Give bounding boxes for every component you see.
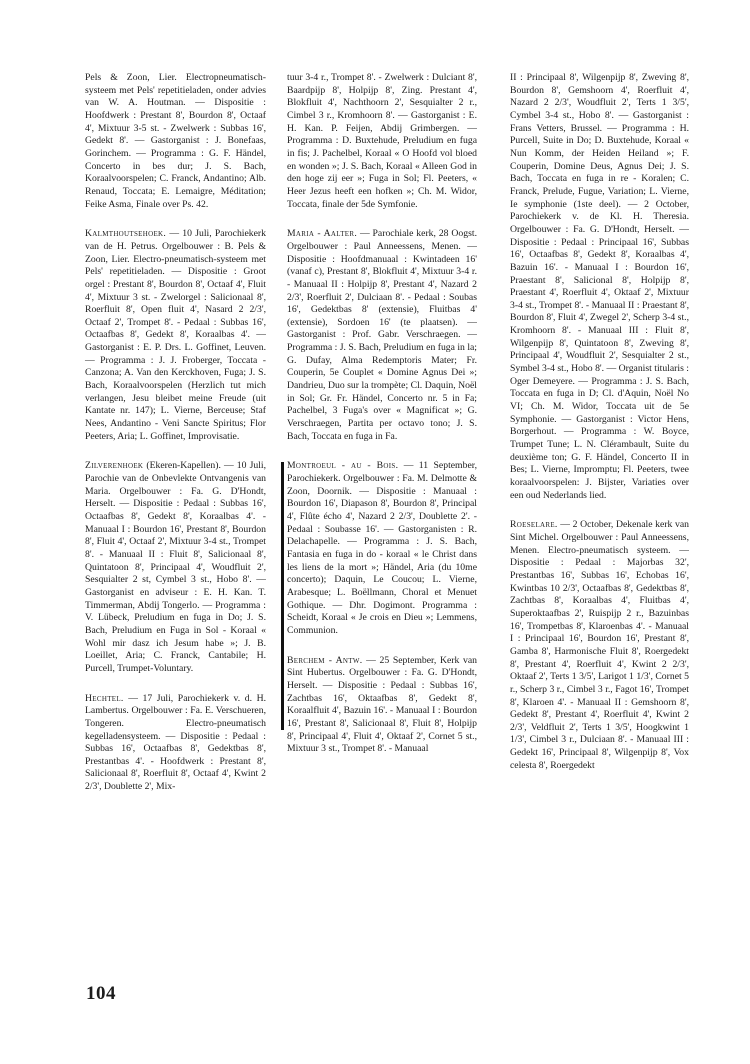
entry-body: (Ekeren-Kapellen). — 10 Juli, Parochie van de Onbevlekte Ontvangenis van Maria. Orgelbouwer : Fa. G. D'Hondt, Herselt. — Dispositie : Pedaal : Subbas 16', Octaafbas 8', Gedekt 8', Koraalbas 4'. - Manuaal I : Bourdon 16', Prestant 8', Bourdon 8', Fluit 4', Octaaf 2', Mixtuur 3-4 st., Trompet 8'. - Manuaal II : Fluit 8', Salicionaal 8', Quintatoon 8', Principaal 4', Woudfluit 2', Sesquialter 2 st, Cymbel 3 st., Hobo 8'. — Gastorganist en adviseur : E. H. Kan. T. Timmerman, Abdij Tongerlo. — Programma : V. Lübeck, Preludium en fuga in Do; J. S. Bach, Preludium en Fuga in Sol - Koraal « Wohl mir dasz ich Jesum habe »; J. B. Loeillet, Aria; C. Franck, Cantabile; H. Purcell, Trumpet-Voluntary. <box>85 460 266 674</box>
entry-body: tuur 3-4 r., Trompet 8'. - Zwelwerk : Dulciant 8', Baardpijp 8', Holpijp 8', Zing. Prestant 4', Blokfluit 4', Nachthoorn 2', Sesquialter 2 r., Cimbel 3 r., Kromhoorn 8'. — Gastorganist : E. H. Kan. P. Feijen, Abdij Grimbergen. — Programma : D. Buxtehude, Preludium en fuga in fis; J. Pachelbel, Koraal « O Hoofd vol bloed en wonden »; J. S. Bach, Koraal « Alleen God in den hoge zij eer »; Fuga in Sol; Fl. Peeters, « Heer Jezus heeft een hofken »; Ch. M. Widor, Toccata, finale der 5de Symfonie. <box>287 72 477 210</box>
entry-body: — 11 September, Parochiekerk. Orgelbouwer : Fa. M. Delmotte & Zoon, Doornik. — Dispositie : Manuaal : Bourdon 16', Diapason 8', Bourdon 8', Principal 4', Flûte écho 4', Nazard 2 2/3', Doublette 2'. - Pedaal : Soubasse 16'. — Gastorganisten : R. Delachapelle. — Programma : J. S. Bach, Fantasia en fuga in do - koraal « le Christ dans les liens de la mort »; Händel, Aria (du 10me concerto); Daquin, Le Coucou; L. Vierne, Arabesque; L. Boëllmann, Choral et Menuet Gothique. — Dhr. Dogimont. Programma : Scheidt, Koraal « Je crois en Dieu »; Lemmens, Communion. <box>287 460 477 636</box>
page-number: 104 <box>86 983 116 1004</box>
entry-text <box>510 519 689 772</box>
entry-body: — Parochiale kerk, 28 Oogst. Orgelbouwer : Paul Anneessens, Menen. — Dispositie : Hoofdmanuaal : Kwintadeen 16' (vanaf c), Prestant 8', Blokfluit 4', Mixtuur 3-4 r. - Manuaal II : Holpijp 8', Prestant 4', Nazard 2 2/3', Roerfluit 2', Dulciaan 8'. - Pedaal : Soubas 16', Gedektbas 8' (extensie), Fluitbas 4' (extensie), Sordoen 16' (te plaatsen). — Gastorganist : Prof. Gabr. Verschraegen. — Programma : J. S. Bach, Preludium en fuga in la; G. Dufay, Alma Redemptoris Mater; Fr. Couperin, 5e Couplet « Domine Agnus Dei »; Dandrieu, Duo sur la trompète; Cl. Daquin, Noël in Sol; Gr. Fr. Händel, Concerto nr. 5 in Fa; Pachelbel, 3 Fuga's over « Magnificat »; G. Verschraegen, Partita per octavo tono; J. S. Bach, Toccata en fuga in Fa. <box>287 228 477 442</box>
entry-text <box>85 693 266 794</box>
entry-body: — 17 Juli, Parochiekerk v. d. H. Lambertus. Orgelbouwer : Fa. E. Verschueren, Tongeren. Electro-pneumatisch kegelladensysteem. — Dispositie : Pedaal : Subbas 16', Octaafbas 8', Gedektbas 8', Prestantbas 4'. - Hoofdwerk : Prestant 8', Salicionaal 8', Roerfluit 8', Octaaf 4', Kwint 2 2/3', Doublette 2', Mix- <box>85 692 266 793</box>
entry-hechtel-continued <box>287 72 477 211</box>
entry-zilverenhoek <box>85 460 266 675</box>
entry-body: Pels & Zoon, Lier. Electropneumatisch-systeem met Pels' repetitieladen, onder advies van W. A. Houtman. — Dispositie : Hoofdwerk : Prestant 8', Bourdon 8', Octaaf 4', Mixtuur 3-5 st. - Zwelwerk : Subbas 16', Gedekt 8'. — Gastorganist : J. Bonefaas, Gorinchem. — Programma : G. F. Händel, Concerto in bes dur; J. S. Bach, Koraalvoorspelen; C. Franck, Andantino; Alb. Renaud, Toccata; E. Lemaigre, Méditation; Feike Asma, Finale over Ps. 42. <box>85 72 266 210</box>
entry-place: Roeselare. <box>510 519 558 531</box>
entry-kalmthoutsehoek <box>85 228 266 443</box>
margin-rule <box>281 462 284 730</box>
entry-text <box>85 228 266 443</box>
entry-montroeul-au-bois <box>287 460 477 637</box>
entry-berchem-antw <box>287 655 477 756</box>
entry-hechtel <box>85 693 266 794</box>
entry-body: — 2 October, Dekenale kerk van Sint Michel. Orgelbouwer : Paul Anneessens, Menen. Electro-pneumatisch systeem. — Dispositie : Pedaal : Majorbas 32', Prestantbas 16', Subbas 16', Echobas 16', Kwintbas 10 2/3', Octaafbas 8', Gedektbas 8', Zachtbas 8', Koraalbas 4', Fluitbas 4', Superoktaafbas 2', Ruispijp 2 r., Bazuinbas 16', Trompetbas 8', Klaroenbas 4'. - Manuaal I : Principaal 16', Bourdon 16', Prestant 8', Gamba 8', Harmonische Fluit 8', Roergedekt 8', Prestant 4', Roerfluit 4', Kwint 2 2/3', Oktaaf 2', Terts 1 3/5', Larigot 1 1/3', Cornet 5 r., Scherp 3 r., Cimbel 3 r., Fagot 16', Trompet 8', Klaroen 4'. - Manuaal II : Gemshoorn 8', Gedekt 8', Prestant 4', Roerfluit 4', Kwint 2 2/3', Veldfluit 2', Terts 1 3/5', Hoogkwint 1 1/3', Cimbel 3 r., Dulciaan 8'. - Manuaal III : Gedekt 16', Principaal 8', Wilgenpijp 8', Vox celesta 8', Roergedekt <box>510 519 689 771</box>
text-column-3 <box>510 72 689 789</box>
entry-maria-aalter <box>287 228 477 443</box>
entry-body: II : Principaal 8', Wilgenpijp 8', Zweving 8', Bourdon 8', Gemshoorn 4', Roerfluit 4', Nazard 2 2/3', Woudfluit 2', Terts 1 3/5', Cymbel 3-4 st., Hobo 8'. — Gastorganist : Frans Vetters, Brussel. — Programma : H. Purcell, Suite in Do; D. Buxtehude, Koraal « Nun Komm, der Heiden Heiland »; F. Couperin, Domine Deus, Agnus Dei; J. S. Bach, Toccata en fuga in re - Koralen; C. Franck, Prelude, Fugue, Variation; L. Vierne, Ie symphonie (1ste deel). — 2 October, Parochiekerk v. de Kl. H. Theresia. Orgelbouwer : Fa. G. D'Hondt, Herselt. — Dispositie : Pedaal : Principaal 16', Subbas 16', Octaafbas 8', Gedekt 8', Koraalbas 4', Bazuin 16'. - Manuaal I : Bourdon 16', Praestant 8', Salicional 8', Holpijp 8', Praestant 4', Roerfluit 4', Oktaaf 2', Mixtuur 3-4 st., Trompet 8'. - Manuaal II : Praestant 8', Bourdon 8', Fluit 4', Zwegel 2', Scherp 3-4 st., Kromhoorn 8'. - Manuaal III : Fluit 8', Wilgenpijp 8', Quintatoon 8', Zweving 8', Principaal 4', Woudfluit 2', Sesquialter 2 st., Symbel 3-4 st., Hobo 8'. — Organist titularis : Oger Demeyere. — Programma : J. S. Bach, Toccata en fuga in D; Cl. d'Aquin, Noël No VI; Ch. M. Widor, Toccata uit de 5e Symphonie. — Gastorganist : Victor Hens, Borgerhout. — Programma : W. Boyce, Trumpet Tune; L. N. Clérambault, Suite du deuxième ton; G. F. Händel, Concerto II in Bes; L. Vierne, Impromptu; Fl. Peeters, twee koraalvoorspelen: J. Bijster, Variaties over een oud Nederlands lied. <box>510 72 689 501</box>
entry-text <box>85 460 266 675</box>
entry-place: Montroeul - au - Bois. <box>287 460 399 472</box>
entry-body: — 10 Juli, Parochiekerk van de H. Petrus. Orgelbouwer : B. Pels & Zoon, Lier. Electro-pneumatisch-systeem met Pels' repetitieladen. — Dispositie : Groot orgel : Prestant 8', Bourdon 8', Octaaf 4', Fluit 4', Mixtuur 3 st. - Zwelorgel : Salicionaal 8', Roerfluit 8', Open fluit 4', Nasard 2 2/3', Octaaf 2', Trompet 8'. - Pedaal : Subbas 16', Octaafbas 8', Gedekt 8', Koraalbas 4'. — Gastorganist : E. P. Drs. L. Goffinet, Leuven. — Programma : J. J. Froberger, Toccata - Canzona; A. Van den Kerckhoven, Fuga; J. S. Bach, Koraalvoorspelen (Herzlich tut mich verlangen, Jesu bleibet meine Freude (uit Kantate nr. 147); L. Vierne, Berceuse; Staf Nees, Andantino - Veni Sancte Spiritus; Flor Peeters, Aria; L. Goffinet, Improvisatie. <box>85 228 266 442</box>
entry-place: Kalmthoutsehoek. <box>85 228 167 240</box>
entry-text <box>287 460 477 637</box>
entry-place: Maria - Aalter. <box>287 228 358 240</box>
entry-place: Berchem - Antw. <box>287 654 363 666</box>
entry-lier-continued <box>85 72 266 211</box>
entry-text <box>287 72 477 211</box>
entry-berchem-continued <box>510 72 689 502</box>
entry-text <box>510 72 689 502</box>
entry-place: Zilverenhoek <box>85 460 144 472</box>
entry-roeselare <box>510 519 689 772</box>
entry-text <box>287 655 477 756</box>
entry-text <box>287 228 477 443</box>
entry-text <box>85 72 266 211</box>
entry-body: — 25 September, Kerk van Sint Hubertus. Orgelbouwer : Fa. G. D'Hondt, Herselt. — Dispositie : Pedaal : Subbas 16', Zachtbas 16', Oktaafbas 8', Gedekt 8', Koraalfluit 4', Bazuin 16'. - Manuaal I : Bourdon 16', Prestant 8', Salicionaal 8', Fluit 8', Holpijp 8', Principaal 4', Fluit 4', Oktaaf 2', Cornet 5 st., Mixtuur 3 st., Trompet 8'. - Manuaal <box>287 654 477 755</box>
text-column-1 <box>85 72 266 811</box>
text-column-2 <box>287 72 477 773</box>
entry-place: Hechtel. <box>85 692 124 704</box>
